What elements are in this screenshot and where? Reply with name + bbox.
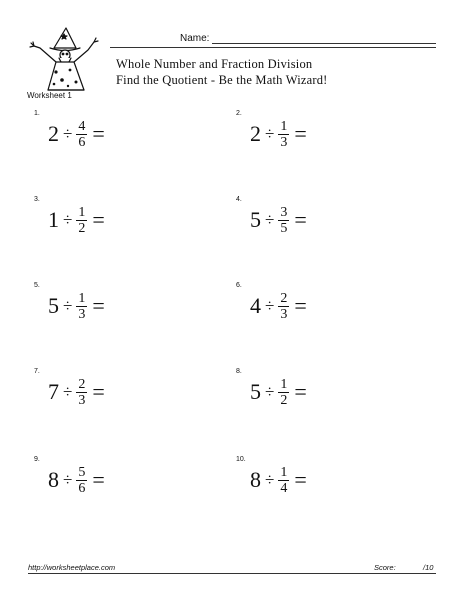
dividend-whole: 1 (48, 207, 59, 232)
name-field-line[interactable] (212, 43, 436, 44)
dividend-whole: 8 (250, 467, 261, 492)
score-total: /10 (423, 563, 434, 572)
divisor-fraction (76, 205, 87, 236)
dividend-whole: 5 (250, 207, 261, 232)
divisor-fraction (76, 119, 87, 150)
fraction-numerator: 1 (280, 118, 288, 134)
equals-sign: = (294, 467, 307, 492)
problem-7 (34, 368, 224, 428)
division-sign: ÷ (63, 124, 73, 143)
division-sign: ÷ (265, 382, 275, 401)
worksheet-label: Worksheet 1 (27, 91, 72, 100)
problem-number: 6. (236, 282, 242, 289)
divisor-fraction (278, 465, 289, 496)
divisor-fraction (278, 119, 289, 150)
fraction-denominator: 6 (78, 134, 86, 150)
problem-2 (236, 110, 426, 170)
name-label: Name: (180, 33, 210, 44)
footer-url: http://worksheetplace.com (28, 563, 116, 572)
worksheet-title: Whole Number and Fraction Division (116, 57, 313, 71)
division-sign: ÷ (265, 124, 275, 143)
division-expression (250, 200, 307, 240)
fraction-denominator: 4 (280, 480, 288, 496)
footer-divider (28, 573, 436, 574)
problem-number: 10. (236, 456, 246, 463)
problem-number: 4. (236, 196, 242, 203)
fraction-denominator: 3 (78, 306, 86, 322)
fraction-numerator: 5 (78, 464, 86, 480)
fraction-numerator: 1 (280, 376, 288, 392)
equals-sign: = (92, 379, 105, 404)
problem-1 (34, 110, 224, 170)
fraction-numerator: 1 (280, 464, 288, 480)
problem-number: 5. (34, 282, 40, 289)
problem-number: 7. (34, 368, 40, 375)
equals-sign: = (92, 293, 105, 318)
division-expression (250, 460, 307, 500)
divisor-fraction (76, 465, 87, 496)
score-label: Score: (374, 563, 396, 572)
dividend-whole: 8 (48, 467, 59, 492)
problem-number: 8. (236, 368, 242, 375)
problem-number: 1. (34, 110, 40, 117)
division-sign: ÷ (63, 296, 73, 315)
division-expression (48, 460, 105, 500)
division-expression (250, 286, 307, 326)
problem-10 (236, 456, 426, 516)
fraction-denominator: 3 (280, 134, 288, 150)
header-divider (110, 47, 436, 48)
divisor-fraction (278, 377, 289, 408)
equals-sign: = (92, 207, 105, 232)
fraction-denominator: 6 (78, 480, 86, 496)
fraction-denominator: 2 (280, 392, 288, 408)
equals-sign: = (294, 207, 307, 232)
fraction-numerator: 4 (78, 118, 86, 134)
division-expression (250, 114, 307, 154)
equals-sign: = (92, 121, 105, 146)
divisor-fraction (76, 291, 87, 322)
equals-sign: = (294, 121, 307, 146)
problem-number: 9. (34, 456, 40, 463)
division-expression (48, 114, 105, 154)
division-sign: ÷ (63, 470, 73, 489)
divisor-fraction (76, 377, 87, 408)
fraction-denominator: 5 (280, 220, 288, 236)
fraction-numerator: 2 (78, 376, 86, 392)
division-expression (250, 372, 307, 412)
fraction-denominator: 3 (78, 392, 86, 408)
fraction-numerator: 1 (78, 290, 86, 306)
worksheet-subtitle: Find the Quotient - Be the Math Wizard! (116, 73, 328, 87)
division-expression (48, 372, 105, 412)
division-sign: ÷ (265, 210, 275, 229)
division-sign: ÷ (63, 210, 73, 229)
dividend-whole: 4 (250, 293, 261, 318)
fraction-numerator: 1 (78, 204, 86, 220)
wizard-illustration (26, 26, 106, 92)
divisor-fraction (278, 291, 289, 322)
dividend-whole: 7 (48, 379, 59, 404)
problem-3 (34, 196, 224, 256)
fraction-numerator: 3 (280, 204, 288, 220)
dividend-whole: 5 (250, 379, 261, 404)
problem-number: 3. (34, 196, 40, 203)
fraction-denominator: 2 (78, 220, 86, 236)
dividend-whole: 2 (48, 121, 59, 146)
division-sign: ÷ (265, 470, 275, 489)
divisor-fraction (278, 205, 289, 236)
problem-5 (34, 282, 224, 342)
fraction-numerator: 2 (280, 290, 288, 306)
problem-9 (34, 456, 224, 516)
division-expression (48, 200, 105, 240)
fraction-denominator: 3 (280, 306, 288, 322)
division-expression (48, 286, 105, 326)
problem-8 (236, 368, 426, 428)
equals-sign: = (294, 379, 307, 404)
division-sign: ÷ (265, 296, 275, 315)
equals-sign: = (92, 467, 105, 492)
dividend-whole: 2 (250, 121, 261, 146)
problem-4 (236, 196, 426, 256)
equals-sign: = (294, 293, 307, 318)
dividend-whole: 5 (48, 293, 59, 318)
problem-6 (236, 282, 426, 342)
division-sign: ÷ (63, 382, 73, 401)
problem-number: 2. (236, 110, 242, 117)
